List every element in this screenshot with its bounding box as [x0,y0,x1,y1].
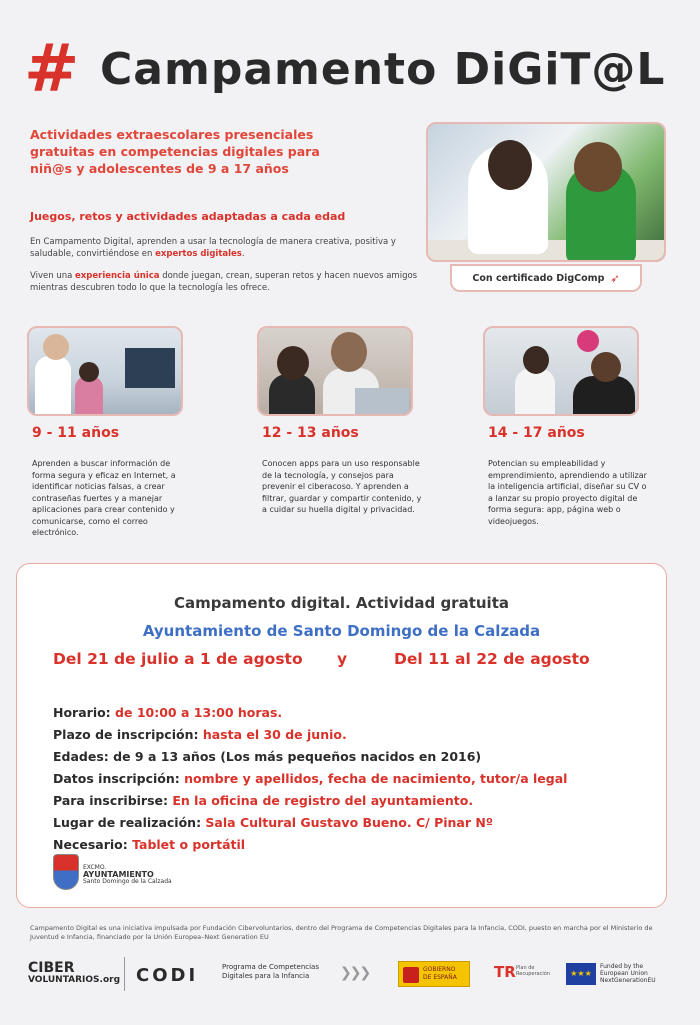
age-range-2: 12 - 13 años [262,425,359,441]
date-range-1: Del 21 de julio a 1 de agosto [53,650,303,668]
date-and: y [337,650,348,668]
page-title: Campamento DiGiT@L [100,44,666,95]
codi-logo: CODI [136,965,199,986]
intro-subhead: Juegos, retos y actividades adaptadas a cada edad [30,210,346,223]
certificate-badge: Con certificado DigComp ➶ [450,264,642,292]
footer-text: Campamento Digital es una iniciativa impulsada por Fundación Cibervoluntarios, dentro del Programa de Competencias Digitales para la Infancia, CODI, puesto en marcha por el Ministerio de Juventud e Infancia, financiado por la Unión Europea–Next Generation EU [30,924,653,941]
cibervoluntarios-logo: CIBER VOLUNTARIOS.org [28,960,121,985]
info-row-lugar: Lugar de realización: Sala Cultural Gustavo Bueno. C/ Pinar Nº [53,815,493,830]
hero-photo [426,122,666,262]
info-city: Ayuntamiento de Santo Domingo de la Calzada [142,622,541,640]
info-row-datos: Datos inscripción: nombre y apellidos, fecha de nacimiento, tutor/a legal [53,771,568,786]
age-photo-3 [483,326,639,416]
age-text-2: Conocen apps para un uso responsable de la tecnología, y consejos para prevenir el ciberacoso. Y aprenden a filtrar, guardar y compartir contenido, y a cuidar su huella digital y privacidad. [262,459,422,514]
age-text-1: Aprenden a buscar información de forma segura y eficaz en Internet, a identificar noticias falsas, a crear contraseñas fuertes y a manejar aplicaciones para crear contenido y comunicarse, como el correo electrónico. [32,459,176,537]
logo-divider [124,957,125,991]
gobierno-logo: GOBIERNO DE ESPAÑA [398,961,470,987]
town-crest-label: EXCMO. AYUNTAMIENTO Santo Domingo de la Calzada [83,864,172,885]
date-range-2: Del 11 al 22 de agosto [394,650,590,668]
eu-funding-text: Funded by the European Union NextGenerationEU [600,963,656,984]
chevrons-icon: ❯❯❯ [340,965,370,981]
age-photo-1 [27,326,183,416]
recovery-plan-text: Plan de Recuperación [516,965,550,977]
hash-logo: # [24,30,80,107]
age-range-1: 9 - 11 años [32,425,120,441]
eu-flag-icon: ★★★ [566,963,596,985]
age-photo-2 [257,326,413,416]
info-row-necesario: Necesario: Tablet o portátil [53,837,246,852]
info-row-horario: Horario: de 10:00 a 13:00 horas. [53,705,283,720]
info-title: Campamento digital. Actividad gratuita [173,594,509,612]
info-box [16,563,667,908]
info-row-plazo: Plazo de inscripción: hasta el 30 de junio. [53,727,347,742]
intro-highlight: Actividades extraescolares presenciales gratuitas en competencias digitales para niñ@s y adolescentes de 9 a 17 años [30,127,320,176]
age-text-3: Potencian su empleabilidad y emprendimiento, aprendiendo a utilizar la inteligencia artificial, diseñar su CV o a lanzar su propio proyecto digital de forma segura: app, página web o videojuegos. [488,459,647,526]
recovery-plan-logo: TR [494,963,516,981]
intro-paragraph-2: Viven una experiencia única donde juegan, crean, superan retos y hacen nuevos amigos mientras descubren todo lo que la tecnología les ofrece. [30,271,418,293]
codi-subtitle: Programa de Competencias Digitales para la Infancia [222,963,319,980]
town-crest-icon [53,854,79,890]
sponsor-logos [0,955,700,995]
info-row-edades: Edades: de 9 a 13 años (Los más pequeños nacidos en 2016) [53,749,482,764]
info-row-inscribirse: Para inscribirse: En la oficina de registro del ayuntamiento. [53,793,474,808]
age-range-3: 14 - 17 años [488,425,585,441]
intro-paragraph-1: En Campamento Digital, aprenden a usar la tecnología de manera creativa, positiva y saludable, convirtiéndose en expertos digitales. [30,237,396,259]
rocket-icon: ➶ [610,271,620,285]
